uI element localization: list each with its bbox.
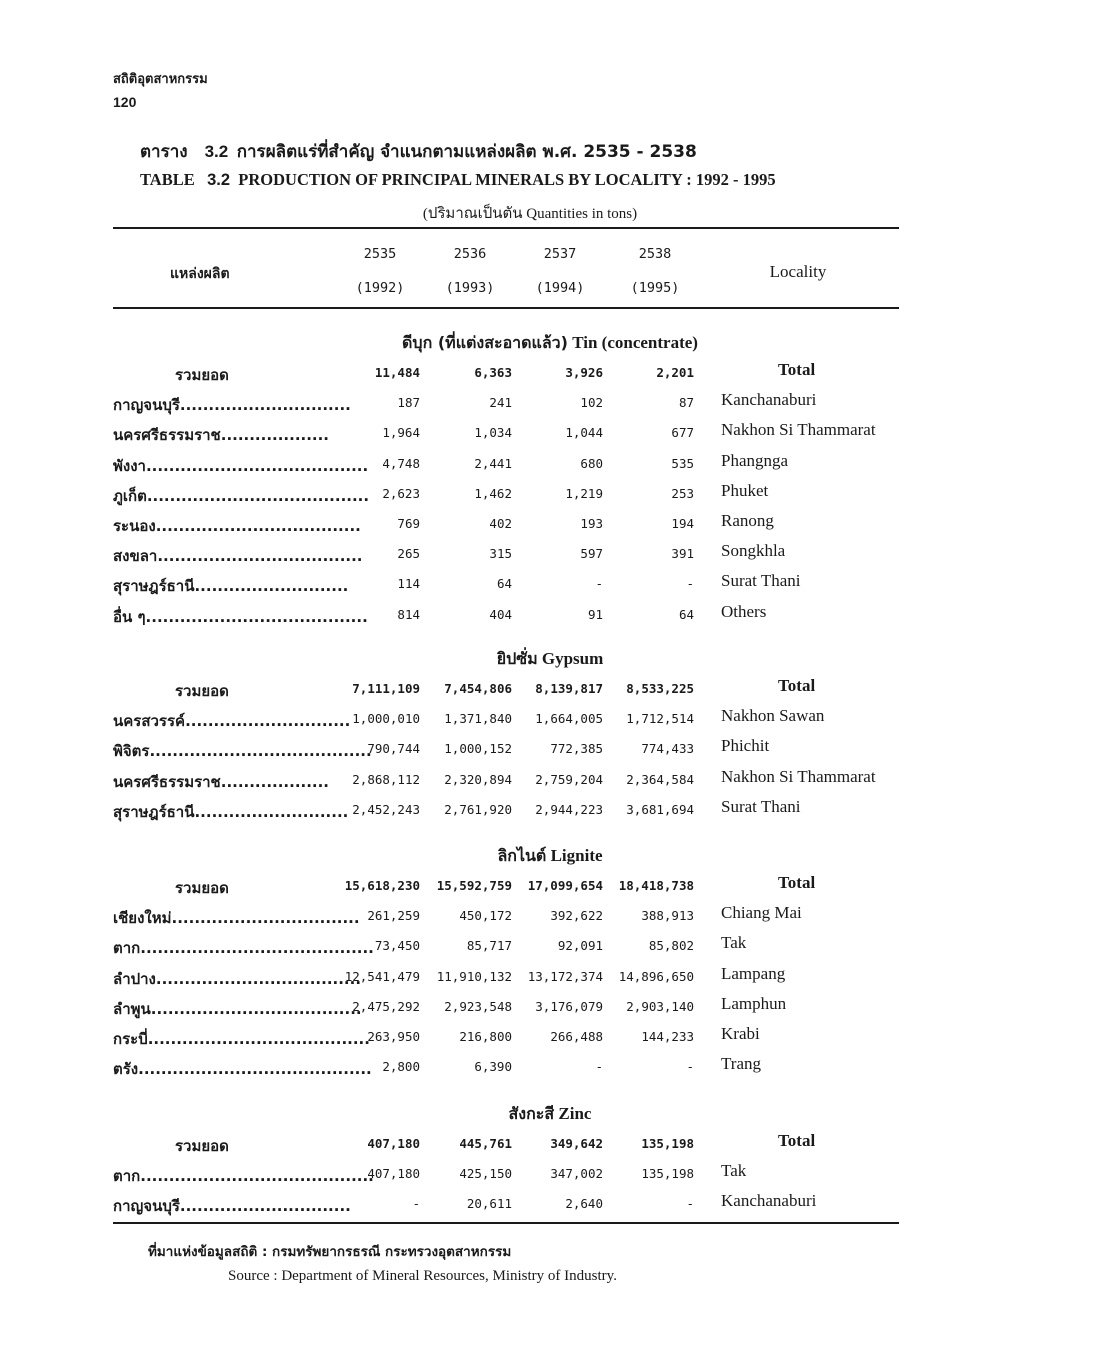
locality-thai: เชียงใหม่................................. bbox=[113, 909, 360, 928]
value-cell: 2,320,894 bbox=[444, 771, 512, 787]
locality-english: Nakhon Si Thammarat bbox=[721, 766, 876, 786]
value-cell: 391 bbox=[671, 546, 694, 562]
value-cell: 814 bbox=[397, 606, 420, 622]
value-cell: 4,748 bbox=[382, 455, 420, 471]
locality-english: Nakhon Sawan bbox=[721, 706, 825, 726]
value-cell: 3,176,079 bbox=[535, 998, 603, 1014]
value-cell: 64 bbox=[678, 606, 694, 622]
unit-note: (ปริมาณเป็นตัน Quantities in tons) bbox=[422, 206, 638, 222]
locality-thai: ตรัง......................................... bbox=[113, 1060, 372, 1079]
value-cell: 402 bbox=[489, 516, 512, 531]
value-cell: 388,913 bbox=[641, 908, 694, 924]
table-row bbox=[0, 420, 966, 453]
table-row bbox=[0, 1024, 966, 1057]
locality-english: Tak bbox=[721, 1161, 747, 1181]
value-cell: 73,450 bbox=[374, 938, 420, 954]
value-cell: 144,233 bbox=[641, 1029, 694, 1044]
total-row bbox=[0, 360, 966, 393]
total-row bbox=[0, 676, 966, 709]
value-cell: 1,044 bbox=[565, 425, 603, 441]
locality-thai: รวมยอด bbox=[175, 366, 229, 384]
value-cell: 6,363 bbox=[474, 365, 512, 380]
value-cell: 2,623 bbox=[382, 485, 420, 501]
table-row bbox=[0, 706, 966, 739]
value-cell: 2,640 bbox=[565, 1196, 603, 1212]
value-cell: 425,150 bbox=[459, 1166, 512, 1182]
table-header-rule bbox=[113, 307, 899, 309]
value-cell: 790,744 bbox=[367, 741, 420, 757]
value-cell: 135,198 bbox=[641, 1136, 694, 1151]
table-row bbox=[0, 541, 966, 574]
table-row bbox=[0, 1054, 966, 1087]
locality-english: Total bbox=[778, 1131, 816, 1150]
locality-english: Songkhla bbox=[721, 541, 786, 561]
value-cell: 769 bbox=[397, 516, 420, 531]
table-row bbox=[0, 796, 966, 830]
value-cell: 87 bbox=[678, 395, 694, 411]
publication-name: สถิติอุตสาหกรรม bbox=[113, 72, 208, 87]
value-cell: 392,622 bbox=[550, 908, 603, 924]
value-cell: 2,475,292 bbox=[352, 998, 420, 1014]
value-cell: 15,618,230 bbox=[344, 878, 420, 893]
table-row bbox=[0, 903, 966, 936]
locality-thai: ตาก......................................... bbox=[113, 1167, 374, 1186]
title-th-number: 3.2 bbox=[204, 142, 229, 161]
value-cell: 2,868,112 bbox=[352, 771, 420, 787]
value-cell: 2,800 bbox=[382, 1059, 420, 1075]
value-cell: 18,418,738 bbox=[618, 878, 694, 893]
value-cell: 3,926 bbox=[565, 365, 603, 380]
source-english: Source : Department of Mineral Resources, Ministry of Industry. bbox=[228, 1268, 617, 1284]
locality-english: Lampang bbox=[721, 963, 786, 983]
table-title-english bbox=[140, 170, 776, 190]
value-cell: 85,717 bbox=[466, 938, 512, 954]
locality-thai: อื่น ๆ....................................... bbox=[113, 607, 368, 626]
total-row bbox=[0, 1131, 966, 1164]
value-cell: 347,002 bbox=[550, 1166, 603, 1182]
section-title-thai: ยิปซั่ม bbox=[496, 649, 538, 668]
title-en-number: 3.2 bbox=[207, 171, 231, 189]
value-cell: 265 bbox=[397, 546, 420, 562]
locality-english: Phichit bbox=[721, 736, 770, 756]
value-cell: 2,452,243 bbox=[352, 801, 420, 817]
column-locality-thai: แหล่งผลิต bbox=[170, 266, 230, 282]
value-cell: 266,488 bbox=[550, 1029, 603, 1044]
value-cell: 774,433 bbox=[641, 741, 694, 757]
value-cell: 8,139,817 bbox=[535, 681, 603, 696]
table-row bbox=[0, 450, 966, 484]
section-title-english: Tin (concentrate) bbox=[572, 333, 698, 352]
value-cell: 8,533,225 bbox=[626, 681, 694, 696]
locality-thai: นครศรีธรรมราช................... bbox=[113, 772, 330, 791]
title-en-text: PRODUCTION OF PRINCIPAL MINERALS BY LOCALITY : 1992 - 1995 bbox=[238, 170, 776, 189]
value-cell: 349,642 bbox=[550, 1136, 603, 1151]
value-cell: - bbox=[595, 1059, 603, 1075]
value-cell: 2,923,548 bbox=[444, 998, 512, 1014]
value-cell: - bbox=[412, 1196, 420, 1212]
value-cell: 1,219 bbox=[565, 485, 603, 501]
column-year-en-3: (1995) bbox=[630, 280, 680, 296]
column-year-en-2: (1994) bbox=[535, 280, 585, 296]
value-cell: 12,541,479 bbox=[344, 968, 420, 984]
title-en-label: TABLE bbox=[140, 170, 195, 189]
table-row bbox=[0, 1191, 966, 1224]
value-cell: 92,091 bbox=[557, 938, 603, 954]
column-year-en-1: (1993) bbox=[445, 280, 495, 296]
value-cell: 1,034 bbox=[474, 425, 512, 441]
locality-thai: พังงา....................................... bbox=[113, 456, 369, 475]
locality-thai: ตาก......................................... bbox=[113, 939, 374, 958]
locality-english: Trang bbox=[721, 1054, 761, 1074]
value-cell: 64 bbox=[496, 576, 512, 592]
table-row bbox=[0, 736, 966, 769]
section-title bbox=[0, 647, 1100, 672]
locality-english: Lamphun bbox=[721, 993, 787, 1013]
locality-thai: นครสวรรค์............................. bbox=[113, 712, 351, 731]
table-row bbox=[0, 993, 966, 1027]
locality-english: Total bbox=[778, 360, 816, 379]
value-cell: 2,944,223 bbox=[535, 801, 603, 817]
column-year-th-1: 2536 bbox=[453, 246, 487, 262]
value-cell: 2,903,140 bbox=[626, 998, 694, 1014]
table-row bbox=[0, 601, 966, 635]
value-cell: 1,371,840 bbox=[444, 711, 512, 727]
value-cell: 102 bbox=[580, 395, 603, 411]
locality-thai: นครศรีธรรมราช................... bbox=[113, 426, 330, 445]
locality-english: Others bbox=[721, 601, 767, 621]
page-number: 120 bbox=[113, 94, 137, 110]
table-row bbox=[0, 963, 966, 997]
value-cell: 2,441 bbox=[474, 455, 512, 471]
value-cell: 404 bbox=[489, 606, 512, 622]
value-cell: 11,910,132 bbox=[436, 968, 512, 984]
locality-thai: พิจิตร....................................... bbox=[113, 742, 372, 761]
section-title bbox=[0, 1102, 1100, 1127]
table-row bbox=[0, 511, 966, 544]
locality-english: Phangnga bbox=[721, 450, 789, 470]
section-title bbox=[0, 331, 1100, 356]
value-cell: 535 bbox=[671, 455, 694, 471]
table-row bbox=[0, 390, 966, 423]
locality-english: Surat Thani bbox=[721, 796, 801, 816]
locality-thai: ลำพูน..................................... bbox=[113, 999, 362, 1018]
table-bottom-rule bbox=[113, 1222, 899, 1224]
value-cell: 15,592,759 bbox=[436, 878, 512, 893]
value-cell: 680 bbox=[580, 455, 603, 471]
value-cell: 216,800 bbox=[459, 1029, 512, 1044]
value-cell: 20,611 bbox=[466, 1196, 512, 1212]
value-cell: - bbox=[686, 1059, 694, 1075]
column-year-th-2: 2537 bbox=[543, 246, 577, 262]
section-title-english: Zinc bbox=[558, 1104, 592, 1123]
table-title-thai bbox=[140, 138, 697, 165]
locality-thai: สุราษฎร์ธานี........................... bbox=[113, 802, 349, 821]
value-cell: 7,454,806 bbox=[444, 681, 512, 696]
value-cell: 253 bbox=[671, 485, 694, 501]
value-cell: 114 bbox=[397, 576, 420, 592]
locality-english: Tak bbox=[721, 933, 747, 953]
value-cell: 11,484 bbox=[374, 365, 420, 380]
section-title-thai: ดีบุก (ที่แต่งสะอาดแล้ว) bbox=[402, 333, 568, 352]
table-row bbox=[0, 480, 966, 514]
column-year-th-0: 2535 bbox=[363, 246, 397, 262]
table-top-rule bbox=[113, 227, 899, 229]
locality-english: Krabi bbox=[721, 1024, 760, 1043]
value-cell: 2,201 bbox=[656, 365, 694, 380]
value-cell: 1,462 bbox=[474, 485, 512, 501]
value-cell: 7,111,109 bbox=[352, 681, 420, 696]
value-cell: 135,198 bbox=[641, 1166, 694, 1182]
value-cell: 407,180 bbox=[367, 1136, 420, 1151]
value-cell: 445,761 bbox=[459, 1136, 512, 1151]
table-row bbox=[0, 766, 966, 800]
value-cell: 91 bbox=[587, 606, 603, 622]
value-cell: 597 bbox=[580, 546, 603, 562]
locality-english: Nakhon Si Thammarat bbox=[721, 420, 876, 440]
value-cell: 2,761,920 bbox=[444, 801, 512, 817]
table-row bbox=[0, 1161, 966, 1194]
source-thai: ที่มาแห่งข้อมูลสถิติ : กรมทรัพยากรธรณี กระทรวงอุตสาหกรรม bbox=[148, 1244, 512, 1260]
locality-thai: ระนอง.................................... bbox=[113, 517, 361, 535]
value-cell: 1,712,514 bbox=[626, 711, 694, 727]
value-cell: 241 bbox=[489, 395, 512, 411]
column-year-en-0: (1992) bbox=[355, 280, 405, 296]
value-cell: - bbox=[595, 576, 603, 592]
section-title-thai: ลิกไนต์ bbox=[497, 846, 547, 865]
section-title bbox=[0, 844, 1100, 869]
value-cell: 3,681,694 bbox=[626, 801, 694, 817]
value-cell: 772,385 bbox=[550, 741, 603, 757]
locality-thai: ภูเก็ต....................................... bbox=[113, 486, 370, 505]
locality-english: Surat Thani bbox=[721, 571, 801, 591]
title-th-text: การผลิตแร่ที่สำคัญ จำแนกตามแหล่งผลิต พ.ศ. 2535 - 2538 bbox=[236, 142, 697, 162]
value-cell: 193 bbox=[580, 516, 603, 531]
value-cell: 1,000,152 bbox=[444, 741, 512, 757]
table-row bbox=[0, 933, 966, 966]
value-cell: 263,950 bbox=[367, 1029, 420, 1044]
locality-thai: กาญจนบุรี.............................. bbox=[113, 1197, 351, 1216]
value-cell: 194 bbox=[671, 516, 694, 531]
locality-thai: กระบี่....................................... bbox=[113, 1030, 370, 1048]
column-year-th-3: 2538 bbox=[638, 246, 672, 262]
value-cell: - bbox=[686, 1196, 694, 1212]
locality-english: Total bbox=[778, 873, 816, 892]
value-cell: 2,759,204 bbox=[535, 771, 603, 787]
value-cell: 450,172 bbox=[459, 908, 512, 924]
value-cell: 677 bbox=[671, 425, 694, 441]
locality-english: Kanchanaburi bbox=[721, 1191, 817, 1211]
locality-thai: รวมยอด bbox=[175, 682, 229, 700]
locality-thai: สุราษฎร์ธานี........................... bbox=[113, 577, 349, 596]
locality-thai: กาญจนบุรี.............................. bbox=[113, 396, 351, 415]
value-cell: 407,180 bbox=[367, 1166, 420, 1182]
section-title-english: Lignite bbox=[550, 846, 603, 865]
value-cell: 13,172,374 bbox=[527, 968, 603, 984]
value-cell: 14,896,650 bbox=[618, 968, 694, 984]
value-cell: 1,000,010 bbox=[352, 711, 420, 727]
table-row bbox=[0, 571, 966, 604]
section-title-thai: สังกะสี bbox=[508, 1104, 555, 1123]
locality-english: Phuket bbox=[721, 480, 769, 500]
locality-thai: รวมยอด bbox=[175, 879, 229, 897]
section-title-english: Gypsum bbox=[541, 649, 604, 668]
value-cell: 1,664,005 bbox=[535, 711, 603, 727]
value-cell: - bbox=[686, 576, 694, 592]
locality-english: Kanchanaburi bbox=[721, 390, 817, 410]
value-cell: 315 bbox=[489, 546, 512, 562]
value-cell: 261,259 bbox=[367, 908, 420, 924]
value-cell: 187 bbox=[397, 395, 420, 411]
locality-thai: สงขลา.................................... bbox=[113, 547, 363, 566]
value-cell: 6,390 bbox=[474, 1059, 512, 1075]
value-cell: 17,099,654 bbox=[527, 878, 603, 893]
locality-english: Chiang Mai bbox=[721, 903, 802, 923]
value-cell: 2,364,584 bbox=[626, 771, 694, 787]
locality-thai: ลำปาง.................................... bbox=[113, 969, 362, 988]
locality-english: Total bbox=[778, 676, 816, 695]
title-th-label: ตาราง bbox=[140, 142, 188, 162]
total-row bbox=[0, 873, 966, 906]
value-cell: 1,964 bbox=[382, 425, 420, 441]
locality-thai: รวมยอด bbox=[175, 1137, 229, 1155]
column-locality-english: Locality bbox=[769, 262, 827, 281]
value-cell: 85,802 bbox=[648, 938, 694, 954]
locality-english: Ranong bbox=[721, 511, 774, 530]
